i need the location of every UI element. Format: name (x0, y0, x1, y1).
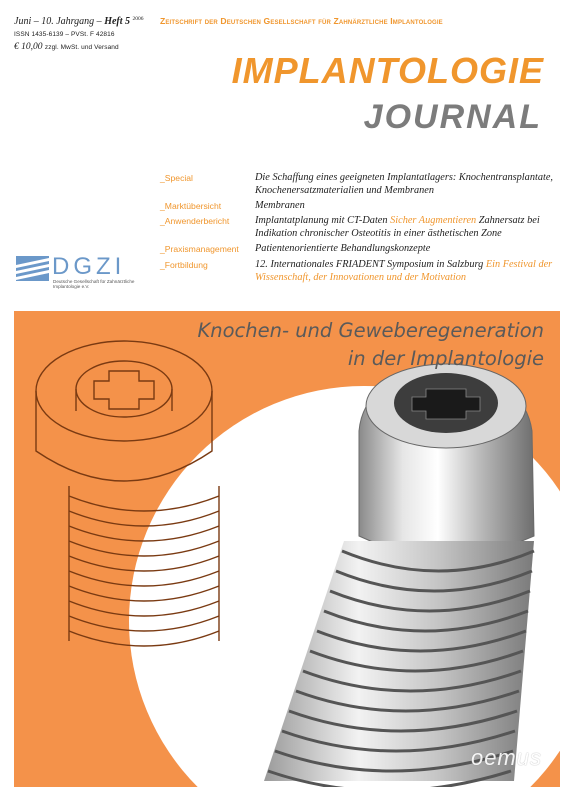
dgzi-logo (16, 253, 146, 296)
toc-row (160, 242, 560, 256)
cover-title-line1: Knochen- und Geweberegeneration (197, 319, 544, 342)
toc-text: Membranen (255, 199, 305, 211)
cover-title-line2: in der Implantologie (347, 347, 544, 370)
dgzi-subtitle: Deutsche Gesellschaft für Zahnärztliche Implantologie e.V. (53, 279, 135, 290)
toc-row (160, 199, 560, 213)
toc-category: _Marktübersicht (160, 200, 222, 211)
price-note: zzgl. MwSt. und Versand (44, 44, 119, 51)
toc-text: Die Schaffung eines geeigneten Implantatlagers: Knochentransplantate, Knochenersatzmaterialien und Membranen (255, 172, 553, 197)
society-line: Zeitschrift der Deutschen Gesellschaft für Zahnärztliche Implantologie (160, 16, 443, 26)
toc-category: _Fortbildung (160, 259, 208, 270)
issue-info (14, 13, 144, 55)
toc-text-part: Zahnersatz bei Indikation chronischer Osteotitis in einer ästhetischen Zone (255, 215, 540, 240)
toc-text-part: 12. Internationales FRIADENT Symposium in Salzburg (255, 258, 486, 270)
implant-illustration (14, 311, 560, 787)
toc-category: _Anwenderbericht (160, 216, 230, 227)
toc-category: _Special (160, 173, 193, 183)
toc-row (160, 258, 560, 284)
issn: ISSN 1435-6139 – PVSt. F 42816 (14, 30, 115, 38)
toc-highlight: Sicher Augmentieren (390, 215, 477, 227)
dgzi-stripes-icon (16, 256, 49, 281)
toc-row (160, 214, 560, 240)
toc-text (255, 258, 560, 284)
toc-text (255, 214, 560, 240)
publisher-logo: oemus (470, 745, 542, 770)
price: € 10,00 (14, 42, 43, 52)
toc-category: _Praxismanagement (160, 243, 239, 254)
dgzi-name: DGZI (52, 253, 126, 280)
issue-number: Heft 5 (104, 16, 131, 27)
issue-year: 2006 (132, 16, 144, 22)
toc-text-part: Implantatplanung mit CT-Daten (255, 215, 391, 227)
title-journal: JOURNAL (363, 98, 542, 136)
cover-title (197, 317, 544, 373)
toc-row (160, 171, 560, 197)
toc-text: Patientenorientierte Behandlungskonzepte (255, 242, 431, 254)
issue-prefix: Juni – 10. Jahrgang – (14, 16, 105, 27)
table-of-contents (160, 171, 560, 285)
toc-highlight: Ein Festival der Wissenschaft, der Innovationen und der Motivation (255, 258, 553, 283)
title-implantologie: IMPLANTOLOGIE (231, 50, 544, 91)
cover-illustration (14, 311, 560, 787)
